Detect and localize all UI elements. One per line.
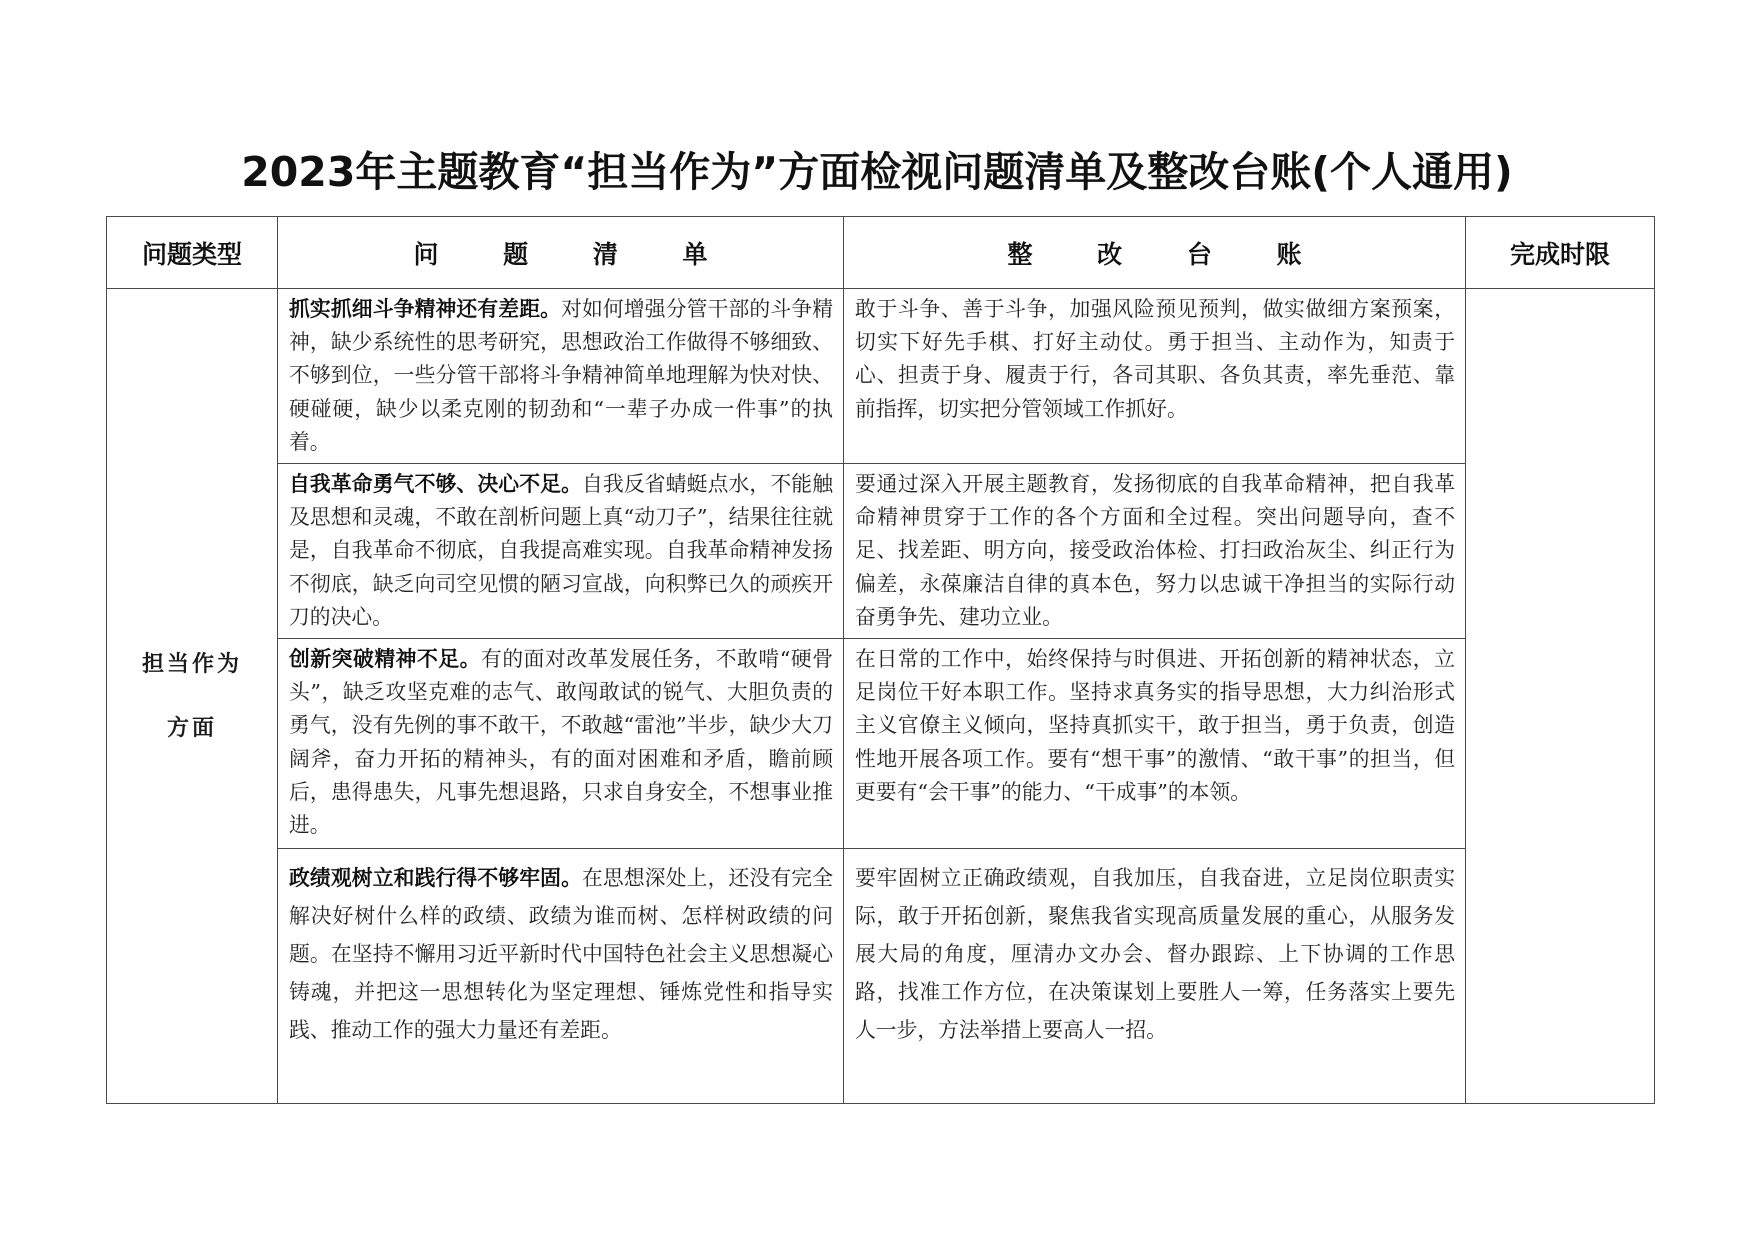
problem-text xyxy=(278,639,843,846)
problem-cell xyxy=(278,464,844,639)
rectification-text: 敢于斗争、善于斗争，加强风险预见预判，做实做细方案预案，切实下好先手棋、打好主动仗。勇于担当、主动作为，知责于心、担责于身、履责于行，各司其职、各负其责，率先垂范、靠前指挥，切实把分管领域工作抓好。 xyxy=(855,297,1455,421)
deadline-cell xyxy=(1466,289,1655,1104)
header-problem-type: 问题类型 xyxy=(107,217,278,289)
header-rectification-ledger xyxy=(844,217,1466,289)
document-title: 2023年主题教育“担当作为”方面检视问题清单及整改台账(个人通用) xyxy=(241,148,1513,196)
table-row xyxy=(107,639,1655,849)
rectification-text: 要牢固树立正确政绩观，自我加压，自我奋进，立足岗位职责实际，敢于开拓创新，聚焦我省实现高质量发展的重心，从服务发展大局的角度，厘清办文办会、督办跟踪、上下协调的工作思路，找准工作方位，在决策谋划上要胜人一筹，任务落实上要先人一步，方法举措上要高人一招。 xyxy=(855,866,1455,1043)
table-row xyxy=(107,464,1655,639)
table-row xyxy=(107,849,1655,1104)
header-problem-list-label: 问 题 清 单 xyxy=(413,239,736,269)
problem-cell xyxy=(278,849,844,1104)
category-label: 担当作为方面 xyxy=(141,651,242,742)
header-rectification-label: 整 改 台 账 xyxy=(1007,239,1330,269)
problem-body: 自我反省蜻蜓点水，不能触及思想和灵魂，不敢在剖析问题上真“动刀子”，结果往往就是，自我革命不彻底，自我提高难实现。自我革命精神发扬不彻底，缺乏向司空见惯的陋习宣战，向积弊已久的顽疾开刀的决心。 xyxy=(289,472,834,629)
problem-cell xyxy=(278,289,844,464)
problem-lead: 抓实抓细斗争精神还有差距。 xyxy=(289,297,562,321)
problem-cell xyxy=(278,639,844,849)
table-row xyxy=(107,289,1655,464)
header-deadline: 完成时限 xyxy=(1466,217,1655,289)
problem-body: 对如何增强分管干部的斗争精神，缺少系统性的思考研究，思想政治工作做得不够细致、不够到位，一些分管干部将斗争精神简单地理解为快对快、硬碰硬，缺少以柔克刚的韧劲和“一辈子办成一件事”的执着。 xyxy=(289,297,834,454)
category-cell xyxy=(107,289,278,1104)
rectification-cell xyxy=(844,639,1466,849)
problem-text xyxy=(278,464,843,638)
header-problem-list xyxy=(278,217,844,289)
problem-lead: 创新突破精神不足。 xyxy=(289,647,482,672)
table-header-row xyxy=(107,217,1655,289)
rectification-cell xyxy=(844,464,1466,639)
rectification-text: 在日常的工作中，始终保持与时俱进、开拓创新的精神状态，立足岗位干好本职工作。坚持求真务实的指导思想，大力纠治形式主义官僚主义倾向，坚持真抓实干，敢于担当，勇于负责，创造性地开展各项工作。要有“想干事”的激情、“敢干事”的担当，但更要有“会干事”的能力、“干成事”的本领。 xyxy=(855,647,1455,804)
problem-text xyxy=(278,849,843,1053)
problem-body: 在思想深处上，还没有完全解决好树什么样的政绩、政绩为谁而树、怎样树政绩的问题。在坚持不懈用习近平新时代中国特色社会主义思想凝心铸魂，并把这一思想转化为坚定理想、锤炼党性和指导实践、推动工作的强大力量还有差距。 xyxy=(289,866,834,1043)
problem-lead: 自我革命勇气不够、决心不足。 xyxy=(289,472,582,497)
rectification-ledger-table xyxy=(106,216,1655,1104)
problem-body: 有的面对改革发展任务，不敢啃“硬骨头”，缺乏攻坚克难的志气、敢闯敢试的锐气、大胆负责的勇气，没有先例的事不敢干，不敢越“雷池”半步，缺少大刀阔斧，奋力开拓的精神头，有的面对困难和矛盾，瞻前顾后，患得患失，凡事先想退路，只求自身安全，不想事业推进。 xyxy=(289,647,833,838)
problem-text xyxy=(278,289,843,463)
problem-lead: 政绩观树立和践行得不够牢固。 xyxy=(289,866,582,891)
rectification-cell xyxy=(844,849,1466,1104)
rectification-text: 要通过深入开展主题教育，发扬彻底的自我革命精神，把自我革命精神贯穿于工作的各个方面和全过程。突出问题导向，查不足、找差距、明方向，接受政治体检、打扫政治灰尘、纠正行为偏差，永葆廉洁自律的真本色，努力以忠诚干净担当的实际行动奋勇争先、建功立业。 xyxy=(855,472,1455,629)
rectification-cell xyxy=(844,289,1466,464)
deadline-text xyxy=(1466,289,1654,297)
